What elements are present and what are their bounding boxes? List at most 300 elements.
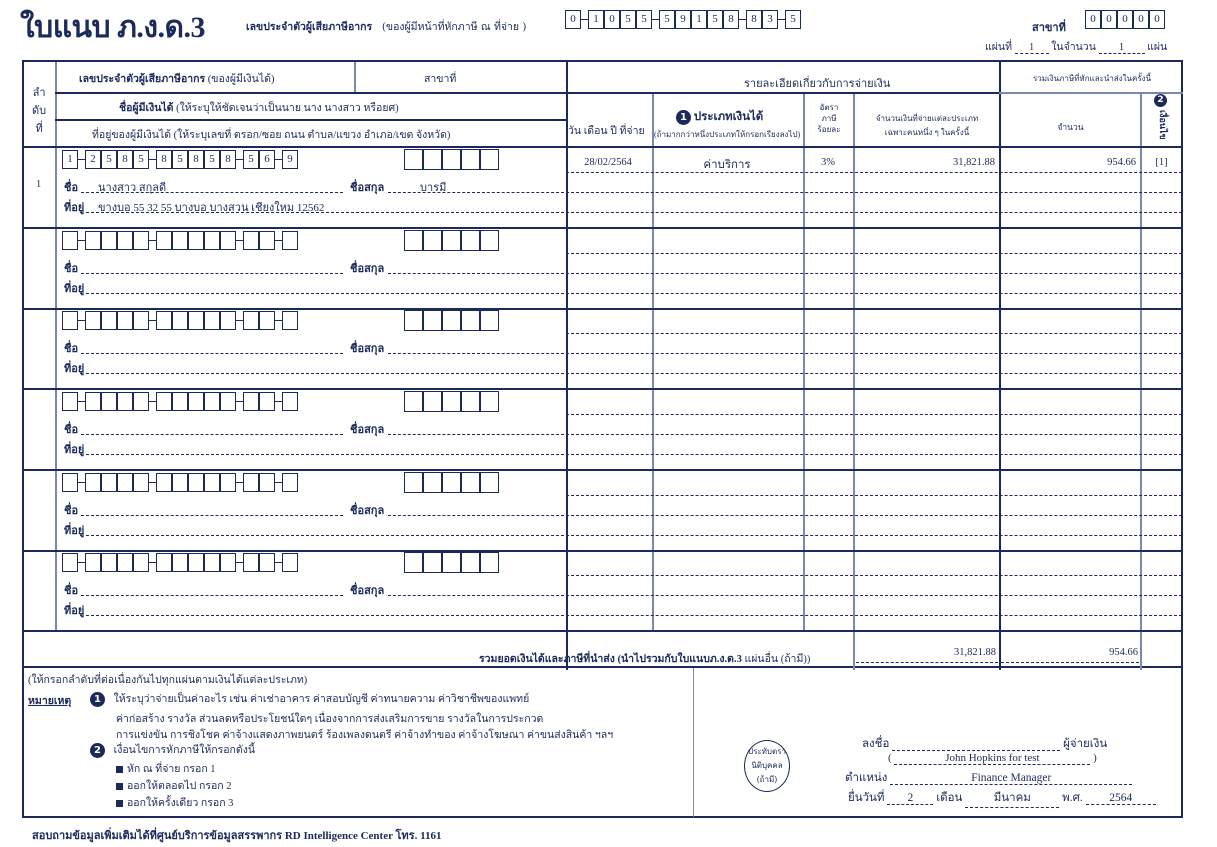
- digit-box[interactable]: [220, 311, 236, 330]
- digit-box[interactable]: [188, 311, 204, 330]
- note-2-item-3: [116, 794, 233, 811]
- digit-separator: [275, 482, 282, 483]
- digit-box[interactable]: [156, 311, 172, 330]
- branch-digit-box[interactable]: 0: [1101, 10, 1117, 29]
- last-name-label: ชื่อสกุล: [350, 424, 385, 436]
- digit-box[interactable]: [85, 553, 101, 572]
- payee-branch-boxes[interactable]: [404, 552, 499, 573]
- note-2: [90, 741, 255, 758]
- digit-box[interactable]: [282, 231, 298, 250]
- digit-box[interactable]: [243, 231, 259, 250]
- first-name-underline: [81, 515, 343, 516]
- position-label: ตำแหน่ง: [845, 772, 888, 784]
- digit-separator: [275, 159, 282, 160]
- address-label: ที่อยู่: [64, 283, 85, 295]
- digit-box[interactable]: [117, 231, 133, 250]
- digit-box[interactable]: 8: [117, 150, 133, 169]
- payee-tax-id-header: [79, 70, 274, 87]
- branch-digit-box[interactable]: 0: [1117, 10, 1133, 29]
- digit-box[interactable]: 9: [282, 150, 298, 169]
- entry-underline: [566, 454, 1182, 455]
- filing-month-label: เดือน: [936, 792, 963, 804]
- last-name-underline: [388, 273, 564, 274]
- digit-separator: [236, 159, 243, 160]
- digit-box[interactable]: [172, 553, 188, 572]
- totals-label-suffix: แผ่นอื่น (ถ้ามี)): [741, 654, 811, 665]
- digit-separator: [739, 19, 746, 20]
- digit-box[interactable]: [101, 231, 117, 250]
- income-type-header-label: ประเภทเงินได้: [693, 111, 764, 123]
- digit-box[interactable]: [156, 473, 172, 492]
- digit-box[interactable]: [172, 392, 188, 411]
- digit-box[interactable]: [188, 231, 204, 250]
- rate-header: [805, 102, 853, 135]
- notes-intro: (ให้กรอกลำดับที่ต่อเนื่องกันไปทุกแผ่นตามเงินได้แต่ละประเภท): [28, 675, 308, 686]
- condition-header: [1154, 94, 1167, 107]
- signature-field[interactable]: [892, 738, 1060, 751]
- note-2-item-3-text: ออกให้ครั้งเดียว กรอก 3: [127, 798, 234, 809]
- entry-underline: [566, 212, 1182, 213]
- entry-underline: [566, 535, 1182, 536]
- note-2-marker-icon: 2: [1154, 94, 1167, 107]
- sign-label: ลงชื่อ: [862, 738, 890, 750]
- note-2-title: เงื่อนไขการหักภาษีให้กรอกดังนี้: [113, 745, 256, 756]
- digit-box[interactable]: [156, 392, 172, 411]
- digit-separator: [275, 401, 282, 402]
- digit-separator: [149, 240, 156, 241]
- close-paren: ): [1093, 752, 1097, 764]
- branch-digit-box[interactable]: [480, 230, 499, 251]
- digit-box[interactable]: [172, 311, 188, 330]
- branch-digit-box[interactable]: [442, 472, 461, 493]
- digit-separator: [236, 562, 243, 563]
- branch-digit-box[interactable]: [404, 391, 423, 412]
- digit-box[interactable]: 5: [785, 10, 801, 29]
- digit-box[interactable]: [243, 473, 259, 492]
- last-name-label: ชื่อสกุล: [350, 343, 385, 355]
- payee-branch-boxes[interactable]: [404, 230, 499, 251]
- digit-separator: [149, 401, 156, 402]
- last-name-label: ชื่อสกุล: [350, 182, 385, 194]
- digit-box[interactable]: [220, 392, 236, 411]
- address-label: ที่อยู่: [64, 444, 85, 456]
- digit-separator: [78, 482, 85, 483]
- condition-header-label: เงื่อนไข: [1158, 110, 1168, 140]
- digit-box[interactable]: 1: [62, 150, 78, 169]
- notes-heading: หมายเหตุ: [28, 696, 72, 707]
- branch-digit-box[interactable]: [442, 552, 461, 573]
- totals-amount-paid: 31,821.88: [954, 647, 996, 658]
- branch-digit-box[interactable]: [480, 552, 499, 573]
- digit-box[interactable]: 9: [675, 10, 691, 29]
- sign-suffix: ผู้จ่ายเงิน: [1063, 738, 1108, 750]
- digit-box[interactable]: [259, 311, 275, 330]
- digit-box[interactable]: [133, 553, 149, 572]
- branch-digit-box[interactable]: [480, 472, 499, 493]
- branch-digit-box[interactable]: [423, 149, 442, 170]
- branch-digit-box[interactable]: [423, 391, 442, 412]
- digit-box[interactable]: 1: [588, 10, 604, 29]
- position-value[interactable]: Finance Manager: [890, 772, 1132, 785]
- tax-condition[interactable]: [1]: [1155, 157, 1168, 168]
- signer-name[interactable]: John Hopkins for test: [894, 752, 1090, 765]
- branch-digit-box[interactable]: [404, 472, 423, 493]
- digit-box[interactable]: [220, 473, 236, 492]
- digit-box[interactable]: [172, 473, 188, 492]
- branch-digit-box[interactable]: [480, 310, 499, 331]
- branch-digit-box[interactable]: [480, 149, 499, 170]
- digit-box[interactable]: 5: [636, 10, 652, 29]
- note-1: [90, 690, 529, 707]
- first-name-value[interactable]: นางสาว สกุลดี: [98, 182, 167, 194]
- digit-box[interactable]: [204, 553, 220, 572]
- branch-digit-box[interactable]: [461, 472, 480, 493]
- digit-separator: [149, 562, 156, 563]
- sheet-unit: แผ่น: [1147, 42, 1168, 53]
- amount-paid-header-line1: จำนวนเงินที่จ่ายแต่ละประเภท: [875, 114, 979, 123]
- branch-digit-box[interactable]: [423, 552, 442, 573]
- payee-branch-boxes[interactable]: [404, 310, 499, 331]
- digit-separator: [236, 240, 243, 241]
- seal-line-1: ประทับตรา: [747, 747, 786, 756]
- first-name-label: ชื่อ: [64, 343, 79, 355]
- last-name-underline: [388, 434, 564, 435]
- filing-month[interactable]: มีนาคม: [965, 789, 1059, 808]
- digit-separator: [78, 240, 85, 241]
- open-paren: (: [888, 752, 892, 764]
- filing-day[interactable]: 2: [887, 792, 933, 805]
- sheet-total[interactable]: 1: [1099, 42, 1145, 54]
- digit-box[interactable]: 5: [133, 150, 149, 169]
- digit-separator: [78, 562, 85, 563]
- branch-digit-box[interactable]: [480, 391, 499, 412]
- digit-box[interactable]: [282, 553, 298, 572]
- address-label: ที่อยู่: [64, 363, 85, 375]
- digit-box[interactable]: [156, 553, 172, 572]
- note-1-line-1: ให้ระบุว่าจ่ายเป็นค่าอะไร เช่น ค่าเช่าอาคาร ค่าสอบบัญชี ค่าทนายความ ค่าวิชาชีพของแพทย์: [113, 694, 530, 705]
- filing-year-label: พ.ศ.: [1062, 792, 1083, 804]
- digit-box[interactable]: [62, 553, 78, 572]
- digit-box[interactable]: [117, 392, 133, 411]
- last-name-underline: [388, 515, 564, 516]
- branch-digit-box[interactable]: [404, 552, 423, 573]
- digit-box[interactable]: 0: [604, 10, 620, 29]
- digit-separator: [149, 320, 156, 321]
- digit-box[interactable]: [117, 473, 133, 492]
- digit-box[interactable]: 3: [762, 10, 778, 29]
- digit-separator: [275, 320, 282, 321]
- payee-name-header: [119, 99, 399, 116]
- entry-underline: [566, 434, 1182, 435]
- footer-contact: สอบถามข้อมูลเพิ่มเติมได้ที่ศูนย์บริการข้อมูลสรรพากร RD Intelligence Center โทร. 1161: [32, 830, 442, 842]
- entry-underline: [566, 615, 1182, 616]
- sheet-number[interactable]: 1: [1015, 42, 1049, 54]
- payee-tax-id-boxes[interactable]: [62, 311, 298, 330]
- digit-box[interactable]: [101, 392, 117, 411]
- bullet-square-icon: [116, 783, 123, 790]
- last-name-label: ชื่อสกุล: [350, 505, 385, 517]
- note-1-line-2: ค่าก่อสร้าง รางวัล ส่วนลดหรือประโยชน์ใดๆ เนื่องจากการส่งเสริมการขาย รางวัลในการประกวด: [116, 714, 544, 725]
- digit-box[interactable]: 8: [156, 150, 172, 169]
- first-name-underline: [81, 595, 343, 596]
- branch-digit-box[interactable]: [404, 149, 423, 170]
- income-type-header: [676, 108, 763, 126]
- note-1-marker-icon: 1: [676, 110, 691, 125]
- digit-separator: [778, 19, 785, 20]
- digit-box[interactable]: [156, 231, 172, 250]
- entry-underline: [566, 192, 1182, 193]
- payee-tax-id-boxes[interactable]: [62, 473, 298, 492]
- entry-underline: [566, 414, 1182, 415]
- digit-box[interactable]: [117, 311, 133, 330]
- digit-separator: [236, 320, 243, 321]
- digit-box[interactable]: 8: [723, 10, 739, 29]
- address-underline: [86, 615, 564, 616]
- digit-box[interactable]: [85, 231, 101, 250]
- branch-digit-box[interactable]: [423, 310, 442, 331]
- digit-box[interactable]: [243, 553, 259, 572]
- seal-line-2: นิติบุคคล: [751, 761, 783, 770]
- first-name-label: ชื่อ: [64, 182, 79, 194]
- digit-box[interactable]: [259, 553, 275, 572]
- digit-box[interactable]: [259, 392, 275, 411]
- payee-tax-id-header-label: เลขประจำตัวผู้เสียภาษีอากร: [79, 74, 206, 85]
- branch-digit-box[interactable]: [442, 149, 461, 170]
- row-seq: 1: [36, 179, 42, 190]
- digit-box[interactable]: [204, 473, 220, 492]
- digit-box[interactable]: 8: [220, 150, 236, 169]
- amount-paid-header: [855, 112, 999, 140]
- digit-box[interactable]: [85, 311, 101, 330]
- date-header: วัน เดือน ปี ที่จ่าย: [568, 126, 645, 137]
- branch-digit-box[interactable]: [423, 472, 442, 493]
- branch-digit-box[interactable]: [461, 391, 480, 412]
- branch-digit-box[interactable]: 0: [1149, 10, 1165, 29]
- digit-box[interactable]: [188, 473, 204, 492]
- digit-box[interactable]: [133, 231, 149, 250]
- digit-box[interactable]: [101, 553, 117, 572]
- first-name-label: ชื่อ: [64, 585, 79, 597]
- last-name-value[interactable]: บารมี: [420, 182, 447, 194]
- digit-box[interactable]: 5: [620, 10, 636, 29]
- digit-box[interactable]: [204, 231, 220, 250]
- digit-box[interactable]: [117, 553, 133, 572]
- digit-box[interactable]: [259, 231, 275, 250]
- entry-underline: [566, 293, 1182, 294]
- payee-branch-boxes[interactable]: [404, 149, 499, 170]
- digit-box[interactable]: 6: [259, 150, 275, 169]
- last-name-label: ชื่อสกุล: [350, 585, 385, 597]
- digit-box[interactable]: [282, 473, 298, 492]
- digit-box[interactable]: 5: [172, 150, 188, 169]
- branch-digit-box[interactable]: [423, 230, 442, 251]
- entry-underline: [566, 515, 1182, 516]
- branch-digit-box[interactable]: [442, 391, 461, 412]
- seal-line-3: (ถ้ามี): [756, 775, 778, 784]
- digit-box[interactable]: [133, 392, 149, 411]
- digit-box[interactable]: 2: [85, 150, 101, 169]
- branch-digit-box[interactable]: [461, 149, 480, 170]
- position-line: [845, 769, 1132, 787]
- digit-box[interactable]: [62, 392, 78, 411]
- tax-total-header: รวมเงินภาษีที่หักและนำส่งในครั้งนี้: [1032, 74, 1152, 83]
- digit-separator: [652, 19, 659, 20]
- totals-label-bold: ใบแนบภ.ง.ด.3: [677, 654, 742, 665]
- digit-separator: [236, 401, 243, 402]
- address-label: ที่อยู่: [64, 605, 85, 617]
- payee-name-header-label: ชื่อผู้มีเงินได้: [119, 103, 174, 114]
- payee-tax-id-boxes[interactable]: [62, 231, 298, 250]
- tax-amount[interactable]: 954.66: [1107, 157, 1136, 168]
- entry-underline: [566, 575, 1182, 576]
- entry-underline: [566, 353, 1182, 354]
- entry-underline: [566, 595, 1182, 596]
- last-name-label: ชื่อสกุล: [350, 263, 385, 275]
- last-name-underline: [388, 353, 564, 354]
- digit-box[interactable]: [62, 473, 78, 492]
- digit-box[interactable]: 5: [101, 150, 117, 169]
- note-2-item-1: [116, 760, 216, 777]
- payee-tax-id-boxes[interactable]: [62, 150, 298, 169]
- digit-box[interactable]: [133, 311, 149, 330]
- payee-address-header: ที่อยู่ของผู้มีเงินได้ (ให้ระบุเลขที่ ตรอก/ซอย ถนน ตำบล/แขวง อำเภอ/เขต จังหวัด): [92, 130, 451, 141]
- digit-box[interactable]: 5: [659, 10, 675, 29]
- digit-box[interactable]: 0: [565, 10, 581, 29]
- digit-box[interactable]: [204, 311, 220, 330]
- digit-box[interactable]: [259, 473, 275, 492]
- digit-box[interactable]: [85, 473, 101, 492]
- digit-box[interactable]: [133, 473, 149, 492]
- rate-header-line1: อัตรา: [819, 103, 839, 112]
- digit-box[interactable]: [85, 392, 101, 411]
- digit-box[interactable]: 5: [707, 10, 723, 29]
- branch-digit-box[interactable]: [461, 230, 480, 251]
- seq-header-line3: ที่: [35, 123, 43, 135]
- first-name-label: ชื่อ: [64, 263, 79, 275]
- bullet-square-icon: [116, 800, 123, 807]
- note-2-icon: 2: [90, 743, 105, 758]
- digit-box[interactable]: [172, 231, 188, 250]
- branch-digit-box[interactable]: [442, 310, 461, 331]
- digit-box[interactable]: [188, 392, 204, 411]
- digit-box[interactable]: [243, 311, 259, 330]
- digit-box[interactable]: 8: [188, 150, 204, 169]
- note-2-item-1-text: หัก ณ ที่จ่าย กรอก 1: [127, 764, 216, 775]
- digit-separator: [78, 159, 85, 160]
- rate-header-line2: ภาษี: [821, 114, 837, 123]
- company-seal-placeholder: [744, 740, 790, 792]
- income-type[interactable]: ค่าบริการ: [703, 159, 751, 171]
- address-underline: [86, 535, 564, 536]
- first-name-label: ชื่อ: [64, 424, 79, 436]
- address-underline: [86, 373, 564, 374]
- amount-paid-header-line2: เฉพาะคนหนึ่ง ๆ ในครั้งนี้: [884, 128, 970, 137]
- payee-branch-boxes[interactable]: [404, 472, 499, 493]
- digit-separator: [275, 562, 282, 563]
- payee-name-header-note: (ให้ระบุให้ชัดเจนว่าเป็นนาย นาง นางสาว หรือยศ): [176, 103, 399, 114]
- income-type-header-note: (ถ้ามากกว่าหนึ่งประเภทให้กรอกเรียงลงไป): [654, 130, 801, 139]
- payer-tax-id-label-text: เลขประจำตัวผู้เสียภาษีอากร: [246, 21, 373, 33]
- digit-box[interactable]: 5: [243, 150, 259, 169]
- tax-amount-header: จำนวน: [1057, 122, 1084, 132]
- sheet-info: [985, 38, 1167, 55]
- tax-rate[interactable]: 3%: [821, 157, 835, 168]
- filing-date-label: ยื่นวันที่: [848, 792, 885, 804]
- payer-tax-id-note: (ของผู้มีหน้าที่หักภาษี ณ ที่จ่าย ): [381, 21, 527, 33]
- digit-box[interactable]: [220, 231, 236, 250]
- digit-separator: [149, 482, 156, 483]
- entry-underline: [566, 495, 1182, 496]
- rate-header-line3: ร้อยละ: [817, 125, 841, 134]
- digit-box[interactable]: [204, 392, 220, 411]
- last-name-underline: [388, 192, 564, 193]
- first-name-label: ชื่อ: [64, 505, 79, 517]
- digit-separator: [149, 159, 156, 160]
- digit-box[interactable]: 5: [204, 150, 220, 169]
- note-2-item-2-text: ออกให้ตลอดไป กรอก 2: [127, 781, 232, 792]
- payee-tax-id-boxes[interactable]: [62, 553, 298, 572]
- form-title: ใบแนบ ภ.ง.ด.3: [20, 11, 205, 44]
- payment-date[interactable]: 28/02/2564: [584, 157, 632, 168]
- seq-header: [32, 84, 46, 138]
- digit-box[interactable]: [62, 311, 78, 330]
- payment-details-header: รายละเอียดเกี่ยวกับการจ่ายเงิน: [744, 78, 891, 90]
- first-name-underline: [81, 273, 343, 274]
- digit-box[interactable]: 8: [746, 10, 762, 29]
- digit-box[interactable]: [282, 392, 298, 411]
- payer-tax-id-boxes[interactable]: [565, 10, 801, 29]
- payee-branch-boxes[interactable]: [404, 391, 499, 412]
- digit-box[interactable]: [62, 231, 78, 250]
- branch-digit-box[interactable]: 0: [1133, 10, 1149, 29]
- branch-label: สาขาที่: [1032, 21, 1066, 34]
- digit-separator: [581, 19, 588, 20]
- note-2-item-2: [116, 777, 232, 794]
- entry-underline: [566, 373, 1182, 374]
- branch-boxes[interactable]: [1085, 10, 1165, 29]
- digit-box[interactable]: [101, 473, 117, 492]
- signer-name-line: [888, 752, 1097, 765]
- digit-box[interactable]: 1: [691, 10, 707, 29]
- address-label: ที่อยู่: [64, 202, 85, 214]
- totals-tax-amount: 954.66: [1109, 647, 1138, 658]
- branch-digit-box[interactable]: [461, 310, 480, 331]
- amount-paid[interactable]: 31,821.88: [953, 157, 995, 168]
- seq-header-line1: ลำ: [32, 87, 46, 99]
- last-name-underline: [388, 595, 564, 596]
- branch-digit-box[interactable]: 0: [1085, 10, 1101, 29]
- totals-label: [479, 650, 810, 667]
- digit-box[interactable]: [282, 311, 298, 330]
- note-1-line-3: การแข่งขัน การชิงโชค ค่าจ้างแสดงภาพยนตร์ ร้องเพลงดนตรี ค่าจ้างทำของ ค่าจ้างโฆษณา ค่าขนส่งสินค้า ฯลฯ: [116, 730, 614, 741]
- branch-header: สาขาที่: [424, 74, 457, 85]
- digit-box[interactable]: [188, 553, 204, 572]
- address-value[interactable]: ขางบอ 55 32 55 บางบอ บางสวน เชียงใหม 12562: [98, 202, 325, 214]
- branch-digit-box[interactable]: [442, 230, 461, 251]
- payee-tax-id-boxes[interactable]: [62, 392, 298, 411]
- entry-underline: [566, 253, 1182, 254]
- address-underline: [86, 454, 564, 455]
- branch-digit-box[interactable]: [461, 552, 480, 573]
- branch-digit-box[interactable]: [404, 310, 423, 331]
- branch-digit-box[interactable]: [404, 230, 423, 251]
- digit-box[interactable]: [243, 392, 259, 411]
- filing-year[interactable]: 2564: [1086, 792, 1156, 805]
- payer-tax-id-label: [246, 18, 527, 35]
- digit-box[interactable]: [220, 553, 236, 572]
- digit-box[interactable]: [101, 311, 117, 330]
- totals-label-prefix: รวมยอดเงินได้และภาษีที่นำส่ง (นำไปรวมกับ: [479, 654, 678, 665]
